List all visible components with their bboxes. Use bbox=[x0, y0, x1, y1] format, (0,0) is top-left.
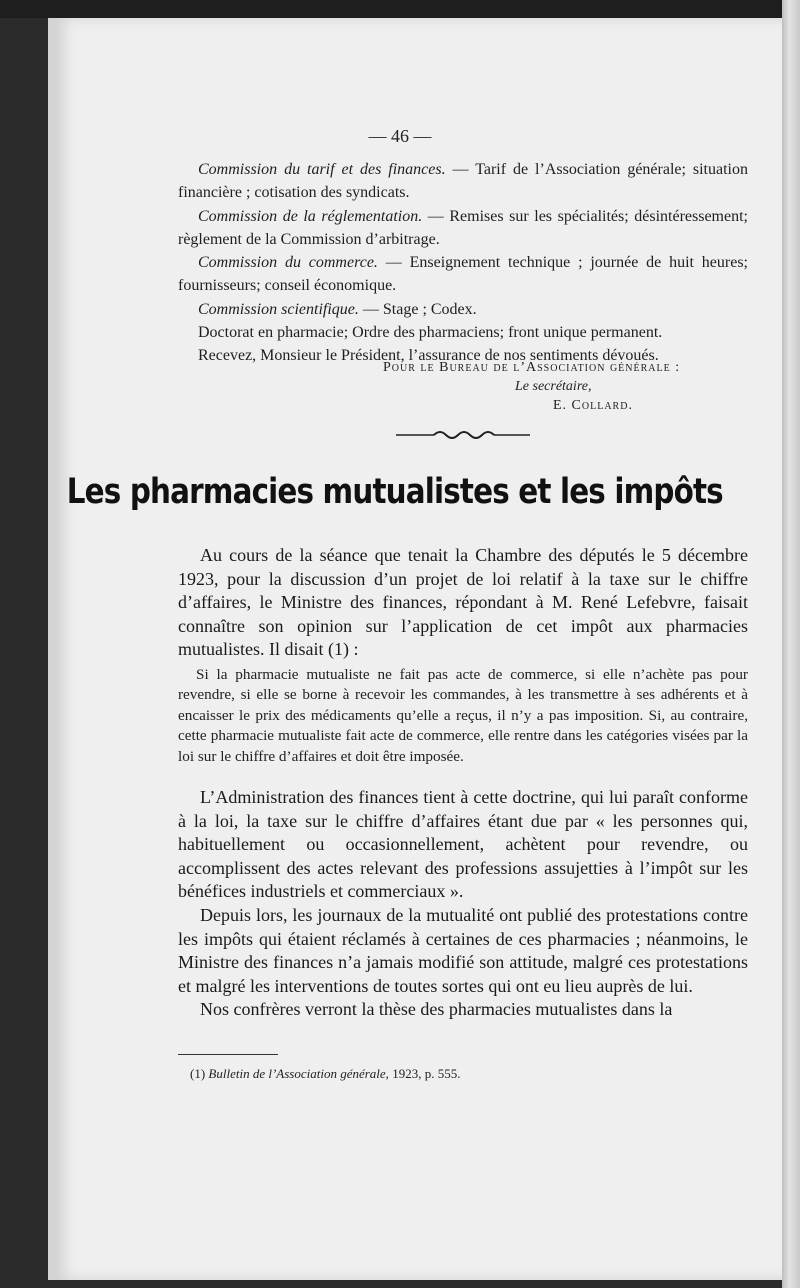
signature-block bbox=[178, 358, 748, 415]
signature-name: E. Collard. bbox=[553, 398, 633, 413]
commission-item bbox=[178, 251, 748, 298]
minister-quote bbox=[178, 665, 748, 767]
commission-item bbox=[178, 298, 748, 321]
paragraph: Au cours de la séance que tenait la Chambre des députés le 5 décembre 1923, pour la discussion d’un projet de loi relatif à la taxe sur le chiffre d’affaires, le Ministre des finances, répondant à M. René Lefebvre, faisait connaître son opinion sur l’application de cet impôt aux pharmacies mutualistes. Il disait (1) : bbox=[178, 545, 748, 660]
commission-list bbox=[178, 158, 748, 368]
scan-right-edge bbox=[782, 0, 800, 1288]
commission-text: — Remises sur les spécialités; désintéressement; règlement de la Commission d’arbitrage. bbox=[178, 207, 748, 248]
footnote-source: Bulletin de l’Association générale, bbox=[208, 1066, 389, 1081]
commission-text: — Stage ; Codex. bbox=[358, 300, 477, 318]
footnote-ref: 1923, p. 555. bbox=[388, 1066, 461, 1081]
article-title: Les pharmacies mutualistes et les impôts bbox=[66, 472, 723, 512]
commission-item bbox=[178, 158, 748, 205]
signature-bureau: Pour le Bureau de l’Association générale : bbox=[383, 360, 681, 375]
closing-line: Doctorat en pharmacie; Ordre des pharmaciens; front unique permanent. bbox=[198, 324, 663, 342]
paragraph: L’Administration des finances tient à cette doctrine, qui lui paraît conforme à la loi, la taxe sur le chiffre d’affaires étant due par « les personnes qui, habituellement ou occasionnellement, achètent pour revendre, ou accomplissent des actes relevant des professions assujetties à l’impôt sur les bénéfices industriels et commerciaux ». bbox=[178, 787, 748, 902]
commission-name: Commission du tarif et des finances. bbox=[198, 161, 446, 178]
signature-role: Le secrétaire, bbox=[515, 379, 592, 394]
commission-name: Commission du commerce. bbox=[198, 254, 378, 272]
article-intro bbox=[178, 544, 748, 662]
paragraph: Depuis lors, les journaux de la mutualité ont publié des protestations contre les impôts qui étaient réclamés à certaines de ces pharmacies ; néanmoins, le Ministre des finances n’a jamais modifié son attitude, malgré ces protestations et malgré les interventions de toutes sortes qui ont eu lieu auprès de lui. bbox=[178, 904, 748, 996]
footnote bbox=[190, 1066, 750, 1082]
footnote-marker: (1) bbox=[190, 1066, 209, 1081]
commission-text: — Enseignement technique ; journée de huit heures; fournisseurs; conseil économique. bbox=[178, 254, 749, 295]
commission-name: Commission scientifique. bbox=[198, 300, 359, 318]
commission-name: Commission de la réglementation. bbox=[198, 207, 423, 225]
commission-text: — Tarif de l’Association générale; situation financière ; cotisation des syndicats. bbox=[178, 161, 748, 202]
closing-line: Recevez, Monsieur le Président, l’assurance de nos sentiments dévoués. bbox=[198, 347, 659, 365]
quote-text: Si la pharmacie mutualiste ne fait pas acte de commerce, si elle n’achète pas pour revendre, si elle se borne à recevoir les commandes, à les transmettre à ses adhérents et à encaisser le prix des médicaments qu’elle a reçus, il n’y a pas imposition. Si, au contraire, cette pharmacie mutualiste fait acte de commerce, elle rentre dans les catégories visées par la loi sur le chiffre d’affaires et doit être imposée. bbox=[178, 666, 748, 765]
article-body bbox=[178, 786, 748, 1022]
section-divider-ornament bbox=[396, 426, 530, 442]
footnote-rule bbox=[178, 1054, 278, 1055]
scan-top-border bbox=[0, 0, 800, 18]
page-number: — 46 — bbox=[368, 126, 432, 146]
paragraph: Nos confrères verront la thèse des pharmacies mutualistes dans la bbox=[200, 999, 673, 1020]
commission-item bbox=[178, 205, 748, 252]
